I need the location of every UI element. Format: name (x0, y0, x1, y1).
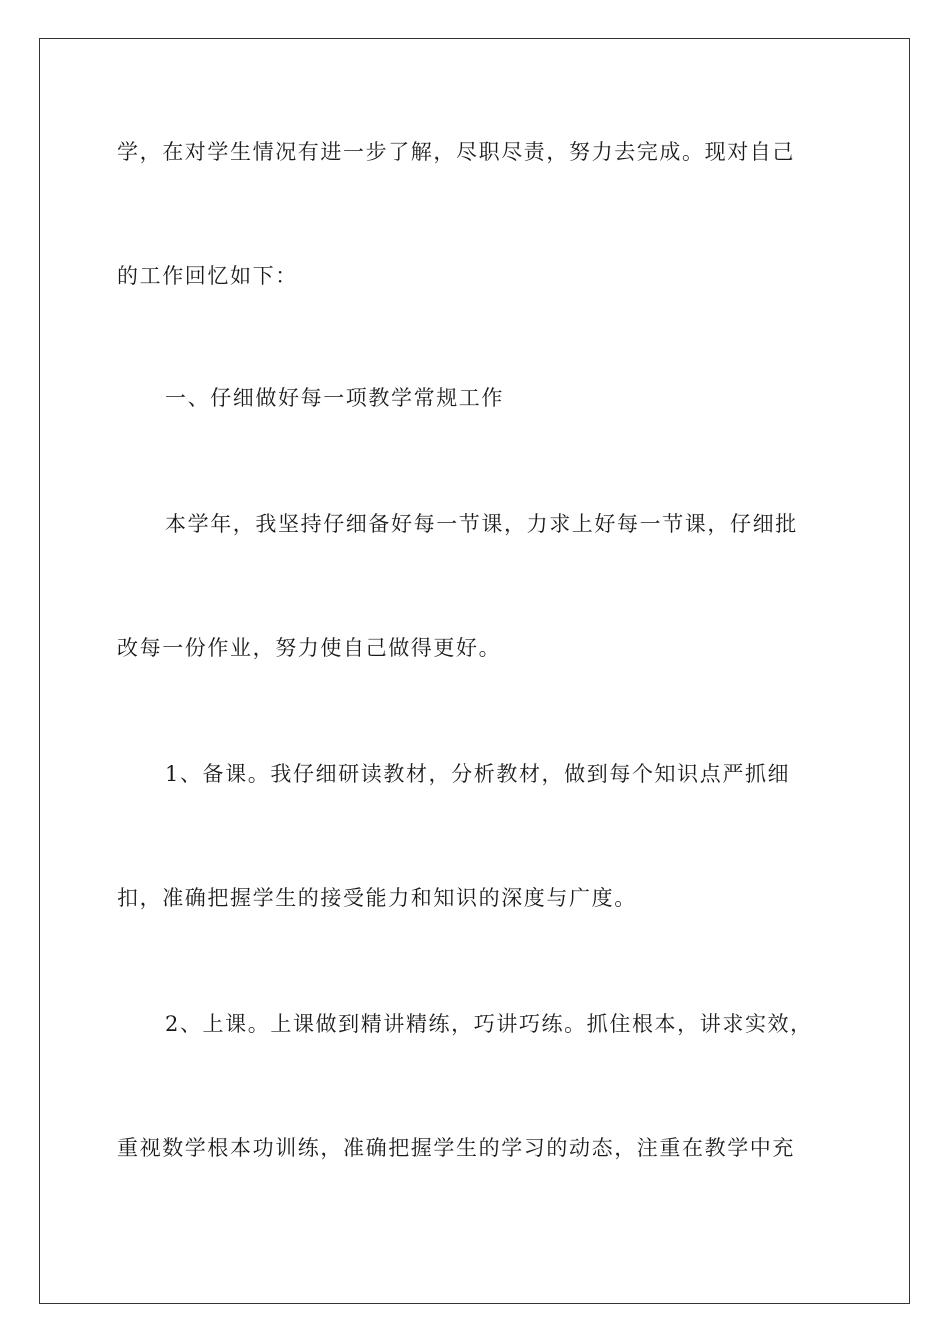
text-line: 重视数学根本功训练，准确把握学生的学习的动态，注重在教学中充 (117, 1136, 795, 1160)
page-border (39, 38, 910, 1304)
text-line: 本学年，我坚持仔细备好每一节课，力求上好每一节课，仔细批 (165, 512, 798, 536)
text-line: 1、备课。我仔细研读教材，分析教材，做到每个知识点严抓细 (165, 762, 791, 786)
text-line: 扣，准确把握学生的接受能力和知识的深度与广度。 (117, 886, 637, 910)
text-line: 2、上课。上课做到精讲精练，巧讲巧练。抓住根本，讲求实效， (165, 1012, 813, 1036)
section-heading: 一、仔细做好每一项教学常规工作 (165, 386, 504, 410)
text-line: 改每一份作业，努力使自己做得更好。 (117, 636, 502, 660)
text-line: 学，在对学生情况有进一步了解，尽职尽责，努力去完成。现对自己 (117, 140, 795, 164)
text-line: 的工作回忆如下： (117, 264, 298, 288)
